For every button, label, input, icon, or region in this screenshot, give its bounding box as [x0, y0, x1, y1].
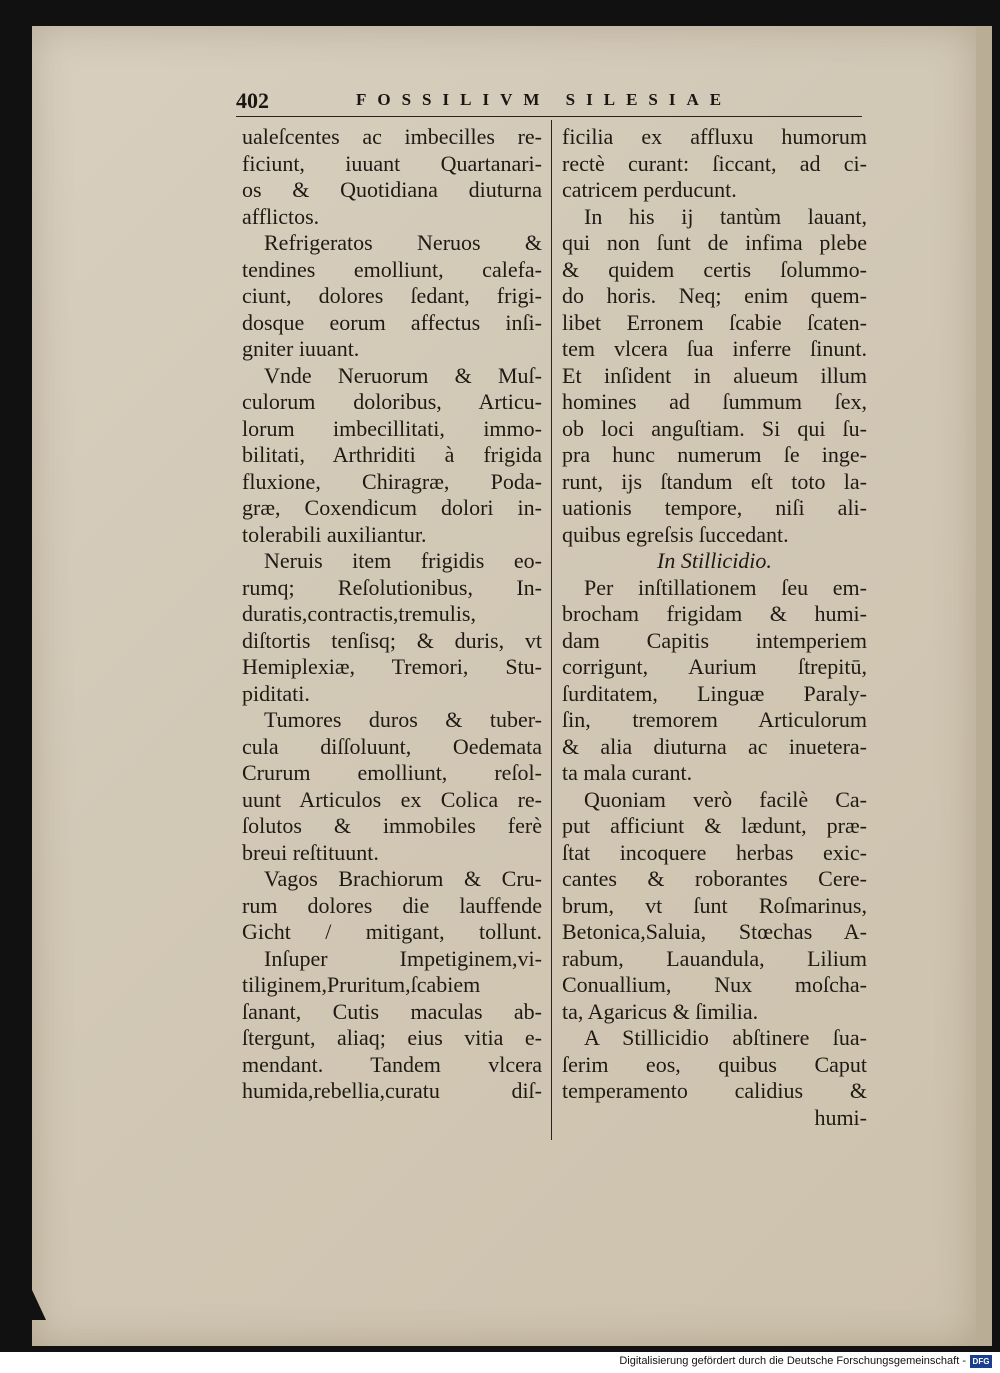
left-column: [242, 124, 542, 1105]
text-line: ciunt, dolores ſedant, frigi-: [242, 283, 542, 308]
text-line: Tumores duros & tuber-: [264, 707, 542, 732]
text-line: Conuallium, Nux moſcha-: [562, 972, 867, 997]
text-line: os & Quotidiana diuturna: [242, 177, 542, 202]
digitization-credit: Digitalisierung gefördert durch die Deutsche Forschungsgemeinschaft -: [619, 1355, 966, 1367]
text-line: quibus egreſsis ſuccedant.: [562, 521, 789, 547]
text-line: tem vlcera ſua inferre ſinunt.: [562, 336, 867, 361]
text-line: pra hunc numerum ſe inge-: [562, 442, 867, 467]
footer-bar: [0, 1352, 1000, 1373]
text-line: corrigunt, Aurium ſtrepitū,: [562, 654, 867, 679]
page-number: 402: [236, 88, 269, 113]
text-line: catricem perducunt.: [562, 177, 737, 202]
text-line: rectè curant: ſiccant, ad ci-: [562, 150, 867, 176]
text-line: Betonica,Saluia, Stœchas A-: [562, 919, 867, 944]
text-line: uationis tempore, niſi ali-: [562, 495, 867, 520]
text-line: lorum imbecillitati, immo-: [242, 415, 542, 441]
text-line: diſtortis tenſisq; & duris, vt: [242, 627, 542, 653]
text-line: piditati.: [242, 680, 310, 706]
text-line: fluxione, Chiragræ, Poda-: [242, 468, 542, 494]
text-line: ob loci anguſtiam. Si qui ſu-: [562, 415, 867, 441]
dfg-logo-icon: DFG: [970, 1355, 992, 1368]
text-line: cantes & roborantes Cere-: [562, 866, 867, 891]
text-line: græ, Coxendicum dolori in-: [242, 495, 542, 520]
header-rule: [236, 116, 862, 117]
text-line: ſin, tremorem Articulorum: [562, 707, 867, 732]
text-line: Vagos Brachiorum & Cru-: [264, 866, 542, 891]
text-line: tendines emolliunt, calefa-: [242, 256, 542, 282]
text-line: & alia diuturna ac inuetera-: [562, 733, 867, 759]
text-line: duratis,contractis,tremulis,: [242, 601, 476, 626]
text-line: rum dolores die lauffende: [242, 892, 542, 918]
text-line: rumq; Reſolutionibus, In-: [242, 574, 542, 600]
text-line: ualeſcentes ac imbecilles re-: [242, 124, 542, 149]
text-line: libet Erronem ſcabie ſcaten-: [562, 309, 867, 335]
text-line: breui reſtituunt.: [242, 839, 379, 865]
text-line: Crurum emolliunt, reſol-: [242, 760, 542, 785]
text-line: Gicht / mitigant, tollunt.: [242, 919, 542, 944]
column-divider: [551, 120, 552, 1140]
text-line: ficiunt, iuuant Quartanari-: [242, 150, 542, 176]
running-title: FOSSILIVM SILESIAE: [356, 90, 733, 109]
text-line: put afficiunt & lædunt, præ-: [562, 813, 867, 838]
text-line: Per inſtillationem ſeu em-: [584, 574, 867, 600]
torn-corner: [32, 1290, 46, 1320]
text-line: temperamento calidius &: [562, 1078, 867, 1103]
text-line: dosque eorum affectus inſi-: [242, 309, 542, 335]
text-line: A Stillicidio abſtinere ſua-: [584, 1025, 867, 1050]
text-line: ſerim eos, quibus Caput: [562, 1051, 867, 1077]
text-line: cula diſſoluunt, Oedemata: [242, 733, 542, 759]
text-line: uunt Articulos ex Colica re-: [242, 786, 542, 812]
text-line: In his ij tantùm lauant,: [584, 203, 867, 229]
text-line: do horis. Neq; enim quem-: [562, 283, 867, 308]
text-line: Refrigeratos Neruos &: [264, 230, 542, 255]
text-line: ſolutos & immobiles ferè: [242, 813, 542, 838]
text-line: qui non ſunt de infima plebe: [562, 230, 867, 255]
text-line: mendant. Tandem vlcera: [242, 1051, 542, 1077]
text-line: Vnde Neruorum & Muſ-: [264, 362, 542, 388]
text-line: ta, Agaricus & ſimilia.: [562, 998, 759, 1024]
text-line: culorum doloribus, Articu-: [242, 389, 542, 414]
text-line: humi-: [814, 1104, 867, 1130]
text-line: ſanant, Cutis maculas ab-: [242, 998, 542, 1024]
text-line: runt, ijs ſtandum eſt toto la-: [562, 468, 867, 494]
page-edge: [976, 26, 992, 1346]
text-line: Et inſident in alueum illum: [562, 362, 867, 388]
text-line: homines ad ſummum ſex,: [562, 389, 867, 414]
text-line: gniter iuuant.: [242, 336, 360, 361]
text-line: ſurditatem, Linguæ Paraly-: [562, 680, 867, 706]
text-line: Neruis item frigidis eo-: [264, 548, 542, 573]
text-line: ſtat incoquere herbas exic-: [562, 839, 867, 865]
text-line: bilitati, Arthriditi à frigida: [242, 442, 542, 467]
text-line: In Stillicidio.: [657, 548, 772, 573]
text-line: Quoniam verò facilè Ca-: [584, 786, 867, 812]
text-line: Inſuper Impetiginem,vi-: [264, 945, 542, 971]
text-line: ſtergunt, aliaq; eius vitia e-: [242, 1025, 542, 1050]
text-line: ficilia ex affluxu humorum: [562, 124, 867, 149]
text-line: ta mala curant.: [562, 760, 693, 785]
text-line: dam Capitis intemperiem: [562, 627, 867, 653]
text-line: tiliginem,Pruritum,ſcabiem: [242, 972, 481, 997]
text-line: afflictos.: [242, 203, 320, 229]
text-line: tolerabili auxiliantur.: [242, 521, 427, 547]
text-line: humida,rebellia,curatu diſ-: [242, 1078, 542, 1103]
page-header: [236, 88, 866, 112]
text-line: brum, vt ſunt Roſmarinus,: [562, 892, 867, 918]
text-line: rabum, Lauandula, Lilium: [562, 945, 867, 971]
text-line: Hemiplexiæ, Tremori, Stu-: [242, 654, 542, 679]
text-line: brocham frigidam & humi-: [562, 601, 867, 626]
right-column: [562, 124, 867, 1131]
text-line: & quidem certis ſolummo-: [562, 256, 867, 282]
